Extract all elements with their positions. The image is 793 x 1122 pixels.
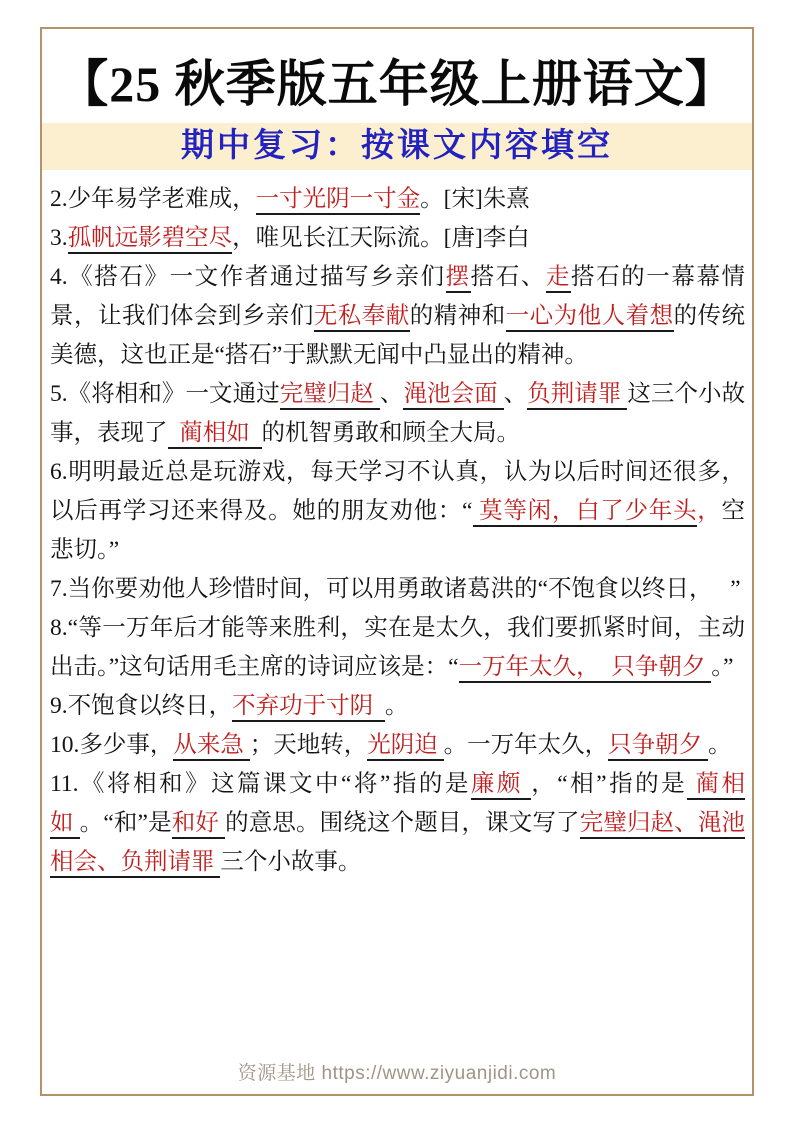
worksheet-border-frame — [40, 27, 754, 1096]
question-text: 。一万年太久， — [443, 732, 609, 758]
question-text: 2.少年易学老难成， — [50, 186, 256, 212]
question-text: 11.《将相和》这篇课文中“将”指的是 — [50, 771, 471, 797]
question-text: ，“相”指的是 — [531, 771, 688, 797]
question-item — [50, 765, 745, 882]
question-text: 7.当你要劝他人珍惜时间，可以用勇敢诸葛洪的“不饱食以终日， ” — [50, 576, 741, 602]
answer-blank: 走 — [546, 264, 571, 293]
footer-credit: 资源基地 https://www.ziyuanjidi.com — [237, 1063, 557, 1084]
answer-blank: 完璧归赵 — [280, 381, 380, 410]
question-item — [50, 570, 745, 609]
question-text: ；天地转， — [249, 732, 368, 758]
question-list — [42, 170, 752, 882]
question-text: 10.多少事， — [50, 732, 174, 758]
question-item — [50, 609, 745, 687]
answer-blank: 无私奉献 — [314, 303, 410, 332]
question-text: 。[宋]朱熹 — [420, 186, 530, 212]
page-title: 【25 秋季版五年级上册语文】 — [58, 56, 736, 112]
answer-blank: 一万年太久， 只争朝夕 — [459, 654, 712, 683]
question-text: 搭石的一幕幕情景，让我们体会到乡亲们 — [50, 264, 746, 329]
question-text: 5.《将相和》一文通过 — [50, 381, 280, 407]
answer-blank: 只争朝夕 — [608, 732, 708, 761]
answer-blank: 莫等闲，白了少年头 — [473, 498, 698, 527]
question-item — [50, 453, 745, 570]
answer-blank: 负荆请罪 — [527, 381, 627, 410]
answer-blank: 从来急 — [173, 732, 249, 761]
question-text: 。 — [384, 693, 409, 719]
question-item — [50, 258, 745, 375]
question-text: 。“和”是 — [79, 810, 172, 836]
question-text: 9.不饱食以终日， — [50, 693, 233, 719]
question-text: 4.《搭石》一文作者通过描写乡亲们 — [50, 264, 446, 290]
question-text: 的机智勇敢和顾全大局。 — [261, 420, 520, 446]
answer-blank: 渑池会面 — [403, 381, 503, 410]
question-text: 三个小故事。 — [220, 849, 362, 875]
answer-blank: 孤帆远影碧空尽 — [68, 225, 233, 254]
question-item — [50, 687, 745, 726]
question-text: 6.明明最近总是玩游戏，每天学习不认真，认为以后时间还很多，以后再学习还来得及。她的朋友劝他：“ — [50, 459, 745, 524]
answer-blank: 不弃功于寸阴 — [232, 693, 385, 722]
answer-blank: 一寸光阴一寸金 — [256, 186, 421, 215]
question-item — [50, 219, 745, 258]
question-text: 。 — [708, 732, 732, 758]
question-text: 8.“等一万年后才能等来胜利，实在是太久，我们要抓紧时间，主动出击。”这句话用毛主席的诗词应该是：“ — [50, 615, 745, 680]
question-item — [50, 375, 745, 453]
question-text: 的传统美德，这也正是“搭石”于默默无闻中凸显出的精神。 — [50, 303, 746, 368]
question-text: 、 — [503, 381, 528, 407]
question-text: 这三个小故事，表现了 — [50, 381, 746, 446]
answer-blank: 摆 — [446, 264, 471, 293]
question-text: 的精神和 — [409, 303, 506, 329]
question-item — [50, 180, 745, 219]
question-text: ，唯见长江天际流。[唐]李白 — [232, 225, 530, 251]
answer-blank: 完璧归赵、渑池相会、负荆请罪 — [50, 810, 745, 878]
answer-blank: 廉颇 — [471, 771, 531, 800]
question-text: 3. — [50, 225, 68, 251]
answer-text: ， — [697, 498, 722, 524]
answer-blank: 一心为他人着想 — [506, 303, 674, 332]
question-text: 空悲切。” — [50, 498, 746, 563]
question-text: 、 — [379, 381, 404, 407]
subtitle-band — [42, 123, 752, 170]
answer-blank: 蔺相如 — [168, 420, 262, 449]
question-item — [50, 726, 745, 765]
answer-blank: 和好 — [172, 810, 225, 839]
answer-blank: 光阴迫 — [367, 732, 443, 761]
answer-blank: 蔺相如 — [50, 771, 745, 839]
question-text: 的意思。围绕这个题目，课文写了 — [225, 810, 580, 836]
question-text: 。” — [711, 654, 734, 680]
page-subtitle: 期中复习：按课文内容填空 — [181, 128, 613, 164]
question-text: 搭石、 — [470, 264, 546, 290]
